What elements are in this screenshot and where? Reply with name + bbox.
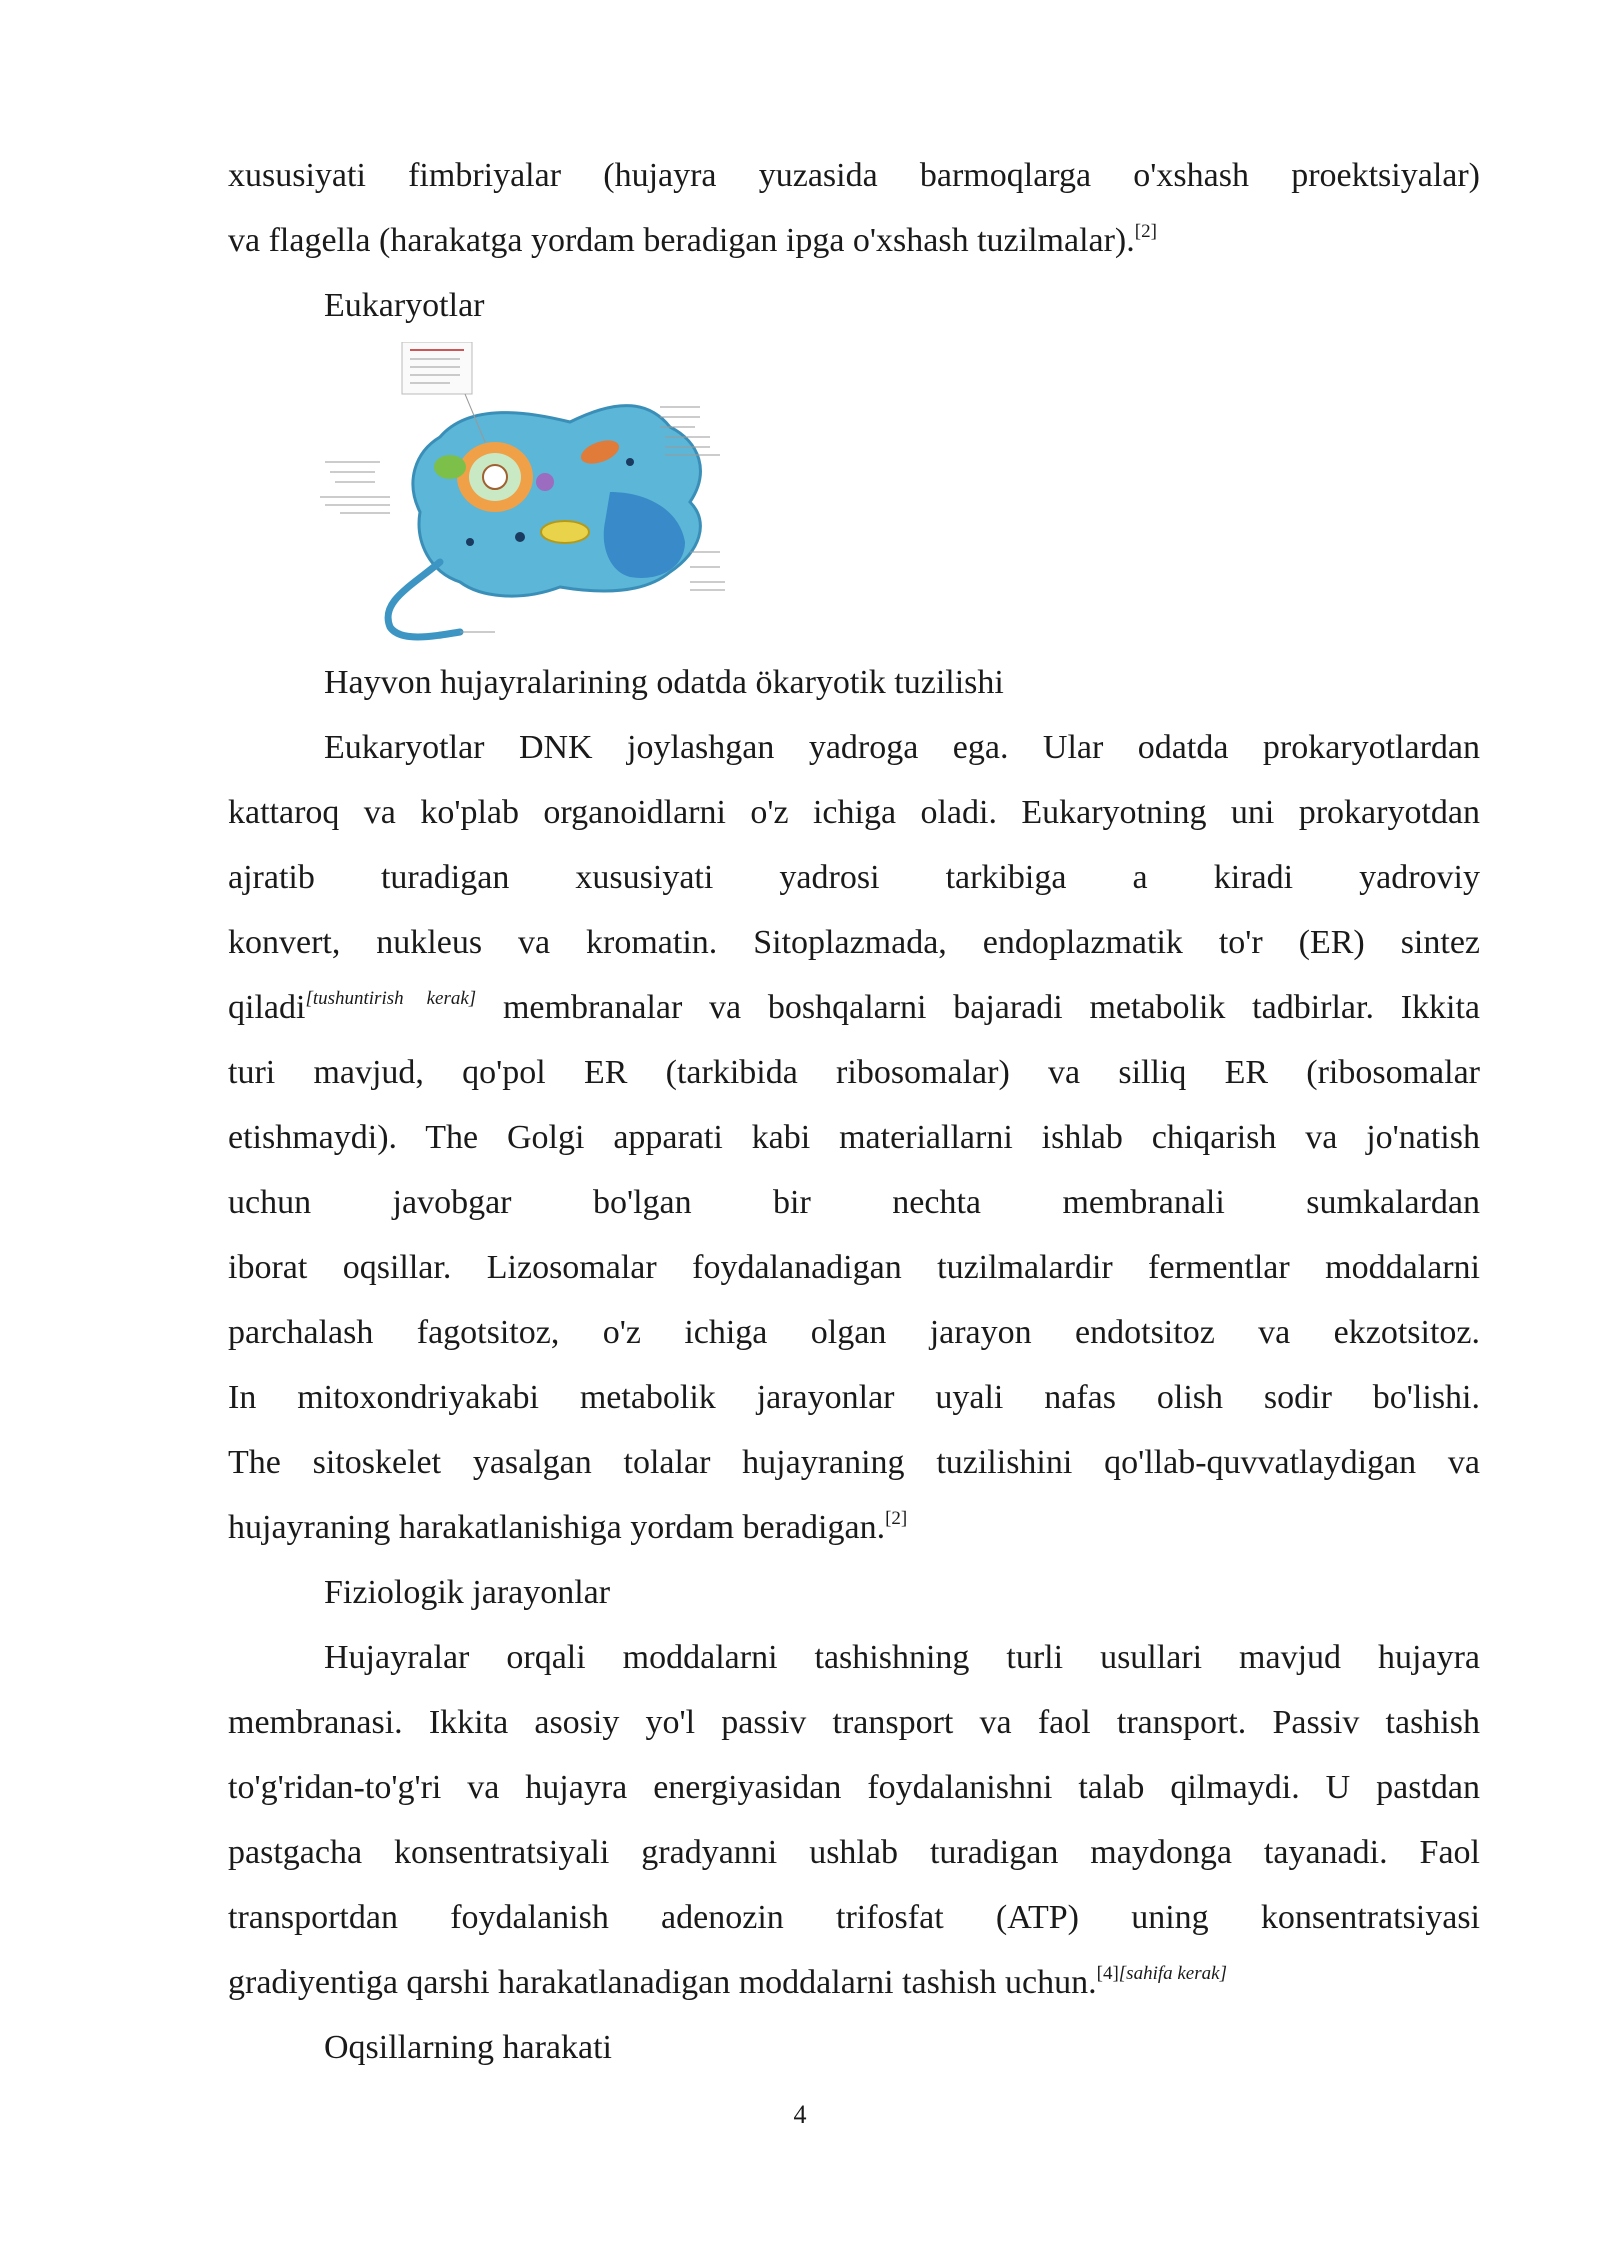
- text-span: membranalar va boshqalarni bajaradi metabolik tadbirlar. Ikkita: [476, 989, 1481, 1026]
- text-line: xususiyati fimbriyalar (hujayra yuzasida barmoqlarga o'xshash proektsiyalar): [228, 157, 1480, 194]
- text-line: [228, 208, 1480, 273]
- page-number: 4: [793, 2100, 807, 2129]
- text-line: In mitoxondriyakabi metabolik jarayonlar uyali nafas olish sodir bo'lishi.: [228, 1379, 1480, 1416]
- section-heading-physiology: Fiziologik jarayonlar: [324, 1574, 611, 1611]
- text-line: konvert, nukleus va kromatin. Sitoplazmada, endoplazmatik to'r (ER) sintez: [228, 924, 1480, 961]
- clarification-note[interactable]: [305, 988, 476, 1009]
- nucleus-shape: [457, 442, 533, 512]
- text-line: [228, 1495, 1480, 1560]
- section-heading-eukaryotes: Eukaryotlar: [324, 287, 485, 324]
- citation-ref[interactable]: [2]: [1134, 220, 1157, 242]
- text-line: etishmaydi). The Golgi apparati kabi materiallarni ishlab chiqarish va jo'natish: [228, 1119, 1480, 1156]
- note-text: [sahifa kerak]: [1118, 1962, 1227, 1984]
- text-line: [228, 975, 1480, 1040]
- text-line: membranasi. Ikkita asosiy yo'l passiv transport va faol transport. Passiv tashish: [228, 1704, 1480, 1741]
- body-text-continued: [228, 650, 1480, 2080]
- citation-ref[interactable]: [2]: [885, 1507, 908, 1529]
- figure-caption: Hayvon hujayralarining odatda ökaryotik tuzilishi: [324, 664, 1004, 701]
- body-text: [228, 143, 1480, 338]
- text-span: qiladi: [228, 989, 306, 1026]
- text-line: uchun javobgar bo'lgan bir nechta membranali sumkalardan: [228, 1184, 1480, 1221]
- text-line: transportdan foydalanish adenozin trifosfat (ATP) uning konsentratsiyasi: [228, 1899, 1480, 1936]
- text-line: pastgacha konsentratsiyali gradyanni ushlab turadigan maydonga tayanadi. Faol: [228, 1834, 1480, 1871]
- page-needed-note[interactable]: [1119, 1963, 1227, 1984]
- text-span: va flagella (harakatga yordam beradigan ipga o'xshash tuzilmalar).: [228, 222, 1135, 259]
- text-span: gradiyentiga qarshi harakatlanadigan moddalarni tashish uchun.: [228, 1964, 1097, 2001]
- text-line: The sitoskelet yasalgan tolalar hujayraning tuzilishini qo'llab-quvvatlaydigan va: [228, 1444, 1480, 1481]
- section-heading-proteins: Oqsillarning harakati: [324, 2029, 612, 2066]
- text-line: turi mavjud, qo'pol ER (tarkibida ribosomalar) va silliq ER (ribosomalar: [228, 1054, 1480, 1091]
- animal-cell-diagram: [320, 342, 760, 642]
- note-text: [tushuntirish kerak]: [305, 987, 477, 1009]
- text-line: Hujayralar orqali moddalarni tashishning turli usullari mavjud hujayra: [324, 1639, 1480, 1676]
- text-line: kattaroq va ko'plab organoidlarni o'z ichiga oladi. Eukaryotning uni prokaryotdan: [228, 794, 1480, 831]
- text-line: parchalash fagotsitoz, o'z ichiga olgan jarayon endotsitoz va ekzotsitoz.: [228, 1314, 1480, 1351]
- text-line: ajratib turadigan xususiyati yadrosi tarkibiga a kiradi yadroviy: [228, 859, 1480, 896]
- citation-ref[interactable]: [4]: [1096, 1962, 1119, 1984]
- cell-body-shape: [388, 406, 700, 637]
- text-line: to'g'ridan-to'g'ri va hujayra energiyasidan foydalanishni talab qilmaydi. U pastdan: [228, 1769, 1480, 1806]
- text-line: Eukaryotlar DNK joylashgan yadroga ega. Ular odatda prokaryotlardan: [324, 729, 1480, 766]
- text-line: [228, 1950, 1480, 2015]
- text-line: iborat oqsillar. Lizosomalar foydalanadigan tuzilmalardir fermentlar moddalarni: [228, 1249, 1480, 1286]
- text-span: hujayraning harakatlanishiga yordam beradigan.: [228, 1509, 886, 1546]
